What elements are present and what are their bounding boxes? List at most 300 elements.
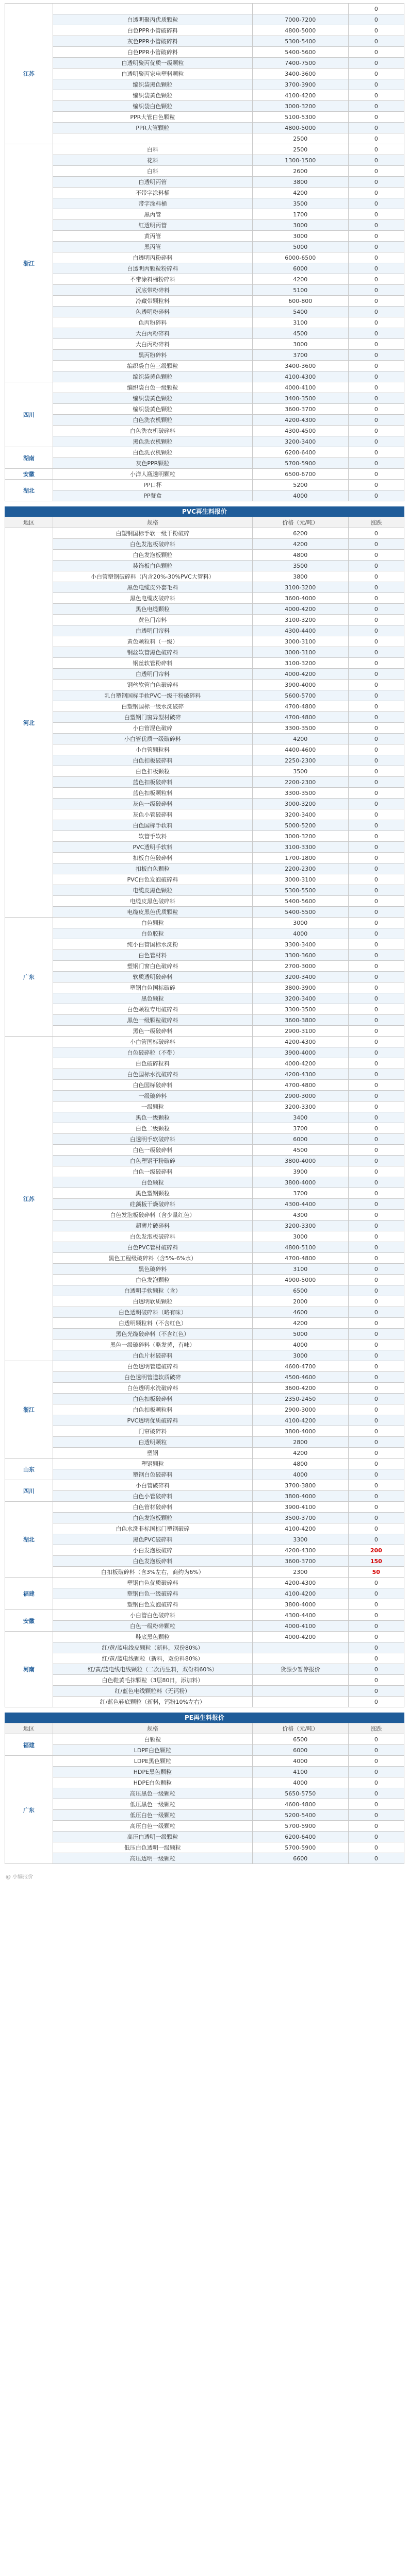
change-cell: 0 — [348, 415, 404, 426]
price-cell: 4700-4800 — [252, 1253, 348, 1264]
spec-cell: 白塑钢门窗异型材破碎 — [53, 712, 252, 723]
table-row — [5, 1567, 404, 1578]
spec-cell: 白色一级破碎料 — [53, 1166, 252, 1177]
change-cell: 0 — [348, 350, 404, 361]
price-cell: 2900-3100 — [252, 1026, 348, 1037]
table-row — [5, 404, 404, 415]
change-cell: 0 — [348, 404, 404, 415]
spec-cell: PVC透明优质破碎料 — [53, 1415, 252, 1426]
spec-cell: 白色透明管道软质破碎 — [53, 1372, 252, 1383]
spec-cell: 白色发泡板颗粒 — [53, 1513, 252, 1523]
table-row — [5, 1015, 404, 1026]
price-cell: 3600-4000 — [252, 593, 348, 604]
price-cell: 4200-4300 — [252, 1578, 348, 1588]
table-row — [5, 1491, 404, 1502]
spec-cell: 白透明丙管 — [53, 177, 252, 188]
spec-cell: 红/黄/蓝电线皮颗粒（新料，双份80%） — [53, 1642, 252, 1653]
spec-cell: 塑钢白色国标破碎 — [53, 982, 252, 993]
table-row — [5, 842, 404, 853]
spec-cell: 白色国标水洗破碎料 — [53, 1069, 252, 1080]
spec-cell: 色丙粉碎料 — [53, 317, 252, 328]
price-cell: 3000 — [252, 1350, 348, 1361]
table-row — [5, 1459, 404, 1469]
price-table — [5, 3, 404, 501]
change-cell: 0 — [348, 1253, 404, 1264]
change-cell: 0 — [348, 1123, 404, 1134]
price-cell: 3500 — [252, 561, 348, 571]
region-cell: 福建 — [5, 1734, 53, 1756]
table-row — [5, 777, 404, 788]
spec-cell: 黄丙管 — [53, 231, 252, 242]
table-row — [5, 1026, 404, 1037]
table-row — [5, 69, 404, 79]
spec-cell: 白色发泡板碎料 — [53, 1556, 252, 1567]
spec-cell: 白透明门帘料 — [53, 669, 252, 680]
change-cell: 0 — [348, 1842, 404, 1853]
spec-cell: 白透明颗粒料（不含红色） — [53, 1318, 252, 1329]
change-cell: 0 — [348, 1664, 404, 1675]
price-cell: 3900-4100 — [252, 1502, 348, 1513]
table-row — [5, 382, 404, 393]
spec-cell: 塑钢 — [53, 1448, 252, 1459]
table-row — [5, 469, 404, 480]
table-row — [5, 1788, 404, 1799]
change-cell: 0 — [348, 1799, 404, 1810]
region-cell: 福建 — [5, 1578, 53, 1610]
spec-cell: PVC透明手软料 — [53, 842, 252, 853]
spec-cell: 软质透明破碎料 — [53, 972, 252, 982]
spec-cell: 黑色洗衣机颗粒 — [53, 436, 252, 447]
table-row — [5, 571, 404, 582]
change-cell: 0 — [348, 1448, 404, 1459]
table-row — [5, 307, 404, 317]
price-cell: 4000 — [252, 490, 348, 501]
spec-cell: 白色扣板颗粒 — [53, 766, 252, 777]
region-cell: 浙江 — [5, 144, 53, 382]
price-cell: 5700-5900 — [252, 1821, 348, 1832]
change-cell: 0 — [348, 755, 404, 766]
spec-cell: 高压黑色一级颗粒 — [53, 1788, 252, 1799]
spec-cell: 带字涂料桶 — [53, 198, 252, 209]
price-cell: 5100 — [252, 285, 348, 296]
price-cell: 3800-4000 — [252, 1426, 348, 1437]
table-row — [5, 744, 404, 755]
table-row — [5, 1112, 404, 1123]
table-row — [5, 1404, 404, 1415]
region-cell: 湖北 — [5, 480, 53, 501]
change-cell: 0 — [348, 198, 404, 209]
spec-cell: 钢丝软管白色破碎料 — [53, 680, 252, 690]
price-cell: 6500-6700 — [252, 469, 348, 480]
table-header-row — [5, 517, 404, 528]
table-row — [5, 755, 404, 766]
table-row — [5, 1318, 404, 1329]
price-cell: 3100-3200 — [252, 582, 348, 593]
change-cell: 0 — [348, 1653, 404, 1664]
price-cell: 4000-4200 — [252, 1058, 348, 1069]
table-row — [5, 712, 404, 723]
price-cell: 3100-3300 — [252, 842, 348, 853]
spec-cell: 编织袋黄色颗粒 — [53, 90, 252, 101]
table-row — [5, 1047, 404, 1058]
table-row — [5, 680, 404, 690]
table-row — [5, 615, 404, 625]
change-cell: 0 — [348, 296, 404, 307]
change-cell: 0 — [348, 1091, 404, 1101]
table-row — [5, 982, 404, 993]
spec-cell: 白塑钢国标一级水洗破碎 — [53, 701, 252, 712]
table-row — [5, 1502, 404, 1513]
table-row — [5, 371, 404, 382]
table-row — [5, 155, 404, 166]
change-cell: 0 — [348, 480, 404, 490]
price-cell: 5000 — [252, 1329, 348, 1340]
table-row — [5, 1832, 404, 1842]
price-cell: 4000 — [252, 1469, 348, 1480]
change-cell: 0 — [348, 1415, 404, 1426]
change-cell: 0 — [348, 1788, 404, 1799]
change-cell: 0 — [348, 1264, 404, 1275]
change-cell: 0 — [348, 393, 404, 404]
table-row — [5, 458, 404, 469]
change-cell: 0 — [348, 490, 404, 501]
price-cell: 3700 — [252, 1123, 348, 1134]
table-row — [5, 1307, 404, 1318]
spec-cell: 红/蓝色鞋底颗粒（新料，钙粉10%左右） — [53, 1697, 252, 1707]
spec-cell: 不带涂料桶粉碎料 — [53, 274, 252, 285]
change-cell: 0 — [348, 1578, 404, 1588]
table-row — [5, 1664, 404, 1675]
table-row — [5, 950, 404, 961]
table-row — [5, 1329, 404, 1340]
change-cell: 0 — [348, 918, 404, 928]
change-cell: 0 — [348, 874, 404, 885]
spec-cell: 白色发泡板破碎料 — [53, 539, 252, 550]
price-cell: 4100-4200 — [252, 1588, 348, 1599]
spec-cell: 扣板白色破碎料 — [53, 853, 252, 863]
price-cell: 4500-4600 — [252, 1372, 348, 1383]
table-row — [5, 853, 404, 863]
spec-cell: 白色透明破碎料（略有味） — [53, 1307, 252, 1318]
change-cell: 0 — [348, 1491, 404, 1502]
price-cell — [252, 1697, 348, 1707]
change-cell: 0 — [348, 593, 404, 604]
table-row — [5, 723, 404, 734]
price-cell: 1700 — [252, 209, 348, 220]
spec-cell: 白色洗衣机颗粒 — [53, 447, 252, 458]
spec-cell: PP餐盒 — [53, 490, 252, 501]
spec-cell: 高压白透明一级颗粒 — [53, 1832, 252, 1842]
change-cell: 0 — [348, 1340, 404, 1350]
spec-cell: 一级颗粒 — [53, 1101, 252, 1112]
change-cell: 0 — [348, 1767, 404, 1777]
table-row — [5, 885, 404, 896]
region-cell: 山东 — [5, 1459, 53, 1480]
change-cell: 0 — [348, 47, 404, 58]
table-row — [5, 820, 404, 831]
change-cell: 0 — [348, 1156, 404, 1166]
change-cell: 0 — [348, 961, 404, 972]
spec-cell: 装饰板白色颗粒 — [53, 561, 252, 571]
table-row — [5, 550, 404, 561]
price-cell: 3300-3500 — [252, 788, 348, 799]
change-cell: 0 — [348, 209, 404, 220]
price-cell: 3400-3600 — [252, 69, 348, 79]
table-row — [5, 79, 404, 90]
spec-cell: 小洋人瓶透明颗粒 — [53, 469, 252, 480]
price-cell — [252, 1653, 348, 1664]
change-cell: 0 — [348, 1610, 404, 1621]
table-row — [5, 1285, 404, 1296]
table-row — [5, 1275, 404, 1285]
spec-cell: 黑色一级颗粒破碎料 — [53, 1015, 252, 1026]
header-region: 地区 — [5, 517, 53, 528]
table-row — [5, 647, 404, 658]
price-cell: 5200-5400 — [252, 1810, 348, 1821]
price-cell: 5000-5200 — [252, 820, 348, 831]
spec-cell: 白透明手软颗粒（含） — [53, 1285, 252, 1296]
price-section — [5, 506, 404, 1707]
spec-cell: 白色管材料 — [53, 950, 252, 961]
price-cell: 2600 — [252, 166, 348, 177]
table-row — [5, 766, 404, 777]
table-row — [5, 1166, 404, 1177]
spec-cell: 色透明粉碎料 — [53, 307, 252, 317]
spec-cell: 纯小白管国标水洗粉 — [53, 939, 252, 950]
change-cell: 0 — [348, 1188, 404, 1199]
change-cell: 0 — [348, 647, 404, 658]
table-row — [5, 539, 404, 550]
change-cell: 0 — [348, 1350, 404, 1361]
table-row — [5, 328, 404, 339]
spec-cell: 塑钢白色一级破碎料 — [53, 1588, 252, 1599]
change-cell: 0 — [348, 604, 404, 615]
table-row — [5, 1588, 404, 1599]
table-row — [5, 166, 404, 177]
change-cell: 0 — [348, 307, 404, 317]
price-cell: 4000 — [252, 1340, 348, 1350]
change-cell: 0 — [348, 1642, 404, 1653]
table-row — [5, 1621, 404, 1632]
table-row — [5, 1221, 404, 1231]
price-cell: 3800 — [252, 177, 348, 188]
price-cell: 5400-5600 — [252, 896, 348, 907]
change-cell: 0 — [348, 339, 404, 350]
change-cell: 0 — [348, 1675, 404, 1686]
spec-cell: 白色PPR小管破碎料 — [53, 25, 252, 36]
table-row — [5, 1675, 404, 1686]
price-cell: 6200-6400 — [252, 1832, 348, 1842]
change-cell: 0 — [348, 723, 404, 734]
change-cell: 0 — [348, 133, 404, 144]
price-cell: 6500 — [252, 1734, 348, 1745]
price-cell: 1700-1800 — [252, 853, 348, 863]
spec-cell: 编织袋黄色颗粒 — [53, 371, 252, 382]
region-cell: 河北 — [5, 528, 53, 918]
spec-cell: 红/蓝色电线颗粒料（无钙粉） — [53, 1686, 252, 1697]
price-cell: 2900-3000 — [252, 1091, 348, 1101]
table-row — [5, 528, 404, 539]
spec-cell: HDPE黑色颗粒 — [53, 1767, 252, 1777]
change-cell: 0 — [348, 658, 404, 669]
table-row — [5, 4, 404, 14]
spec-cell: 白色扣板破碎料 — [53, 1394, 252, 1404]
price-cell: 4000 — [252, 1756, 348, 1767]
spec-cell: 小白管优质一级破碎料 — [53, 734, 252, 744]
region-cell: 四川 — [5, 1480, 53, 1502]
spec-cell: 灰色PPR颗粒 — [53, 458, 252, 469]
table-row — [5, 25, 404, 36]
spec-cell: 沉底带粉碎料 — [53, 285, 252, 296]
price-cell: 3700-3800 — [252, 1480, 348, 1491]
header-spec: 规格 — [53, 517, 252, 528]
table-row — [5, 1101, 404, 1112]
price-cell: 3900 — [252, 1166, 348, 1177]
region-cell: 江苏 — [5, 1037, 53, 1361]
price-section — [5, 1713, 404, 1864]
price-cell — [252, 1642, 348, 1653]
spec-cell: 白色片材破碎料 — [53, 1350, 252, 1361]
price-cell: 5200 — [252, 480, 348, 490]
region-cell: 安徽 — [5, 469, 53, 480]
table-row — [5, 1777, 404, 1788]
price-cell: 5400-5600 — [252, 47, 348, 58]
change-cell: 0 — [348, 669, 404, 680]
change-cell: 0 — [348, 1026, 404, 1037]
spec-cell: 编织袋白色三级颗粒 — [53, 361, 252, 371]
change-cell: 0 — [348, 1069, 404, 1080]
price-cell: 2200-2300 — [252, 863, 348, 874]
price-cell: 3000-3200 — [252, 831, 348, 842]
table-row — [5, 1296, 404, 1307]
region-cell: 湖北 — [5, 1502, 53, 1578]
price-cell: 3600-3700 — [252, 404, 348, 415]
table-row — [5, 296, 404, 307]
spec-cell: 乳白塑钢国标手软PVC一级干粉破碎料 — [53, 690, 252, 701]
change-cell: 0 — [348, 625, 404, 636]
price-cell: 1300-1500 — [252, 155, 348, 166]
spec-cell: 白颗粒 — [53, 1734, 252, 1745]
change-cell: 0 — [348, 734, 404, 744]
price-cell: 3000 — [252, 339, 348, 350]
spec-cell: 白色发泡板破碎料 — [53, 1231, 252, 1242]
price-cell: 6200 — [252, 528, 348, 539]
spec-cell: 鞋底黑色颗粒 — [53, 1632, 252, 1642]
change-cell: 0 — [348, 382, 404, 393]
spec-cell: PPR大管白色颗粒 — [53, 112, 252, 123]
table-row — [5, 799, 404, 809]
price-cell: 6000-6500 — [252, 252, 348, 263]
spec-cell: 塑钢白色破碎料 — [53, 1469, 252, 1480]
table-row — [5, 1231, 404, 1242]
spec-cell: 电缆皮黑色破碎料 — [53, 896, 252, 907]
price-cell: 3600-3700 — [252, 1556, 348, 1567]
spec-cell: 白料 — [53, 144, 252, 155]
change-cell: 0 — [348, 777, 404, 788]
price-cell: 3500 — [252, 198, 348, 209]
table-row — [5, 339, 404, 350]
change-cell: 0 — [348, 1318, 404, 1329]
change-cell: 0 — [348, 1166, 404, 1177]
price-cell: 7400-7500 — [252, 58, 348, 69]
price-cell: 4200-4300 — [252, 415, 348, 426]
price-cell: 6500 — [252, 1285, 348, 1296]
price-cell: 3000-3100 — [252, 647, 348, 658]
change-cell: 150 — [348, 1556, 404, 1567]
spec-cell: 冷藏带颗粒料 — [53, 296, 252, 307]
change-cell: 0 — [348, 458, 404, 469]
spec-cell: 白透明门帘料 — [53, 625, 252, 636]
spec-cell: 白透明丙粉碎料 — [53, 252, 252, 263]
spec-cell: 黑色电缆皮破碎料 — [53, 593, 252, 604]
spec-cell: 白色发泡板破碎料（含少量红色） — [53, 1210, 252, 1221]
table-row — [5, 231, 404, 242]
price-cell: 3200-3400 — [252, 809, 348, 820]
spec-cell: 灰色PPR小管破碎料 — [53, 36, 252, 47]
table-row — [5, 14, 404, 25]
change-cell: 0 — [348, 1469, 404, 1480]
change-cell: 0 — [348, 469, 404, 480]
spec-cell: 黑丙管 — [53, 209, 252, 220]
table-row — [5, 993, 404, 1004]
section-title: PE再生料报价 — [5, 1713, 404, 1723]
price-cell: 2700-3000 — [252, 961, 348, 972]
table-row — [5, 1469, 404, 1480]
spec-cell: 编织袋白色一级颗粒 — [53, 382, 252, 393]
spec-cell: 白透明聚丙优质颗粒 — [53, 14, 252, 25]
table-row — [5, 209, 404, 220]
table-row — [5, 144, 404, 155]
table-row — [5, 831, 404, 842]
price-cell: 5300-5500 — [252, 885, 348, 896]
price-cell: 3300-3400 — [252, 939, 348, 950]
spec-cell: 黄色颗粒料（一级） — [53, 636, 252, 647]
price-cell: 3200-3300 — [252, 1221, 348, 1231]
table-row — [5, 1437, 404, 1448]
spec-cell: 编织袋白色颗粒 — [53, 101, 252, 112]
change-cell: 0 — [348, 123, 404, 133]
price-cell: 3200-3400 — [252, 972, 348, 982]
price-cell: 600-800 — [252, 296, 348, 307]
spec-cell: 蓝色扣板破碎料 — [53, 777, 252, 788]
price-cell: 3300-3500 — [252, 1004, 348, 1015]
spec-cell: 门帘破碎料 — [53, 1426, 252, 1437]
table-row — [5, 1556, 404, 1567]
spec-cell: 白透明颗粒 — [53, 1437, 252, 1448]
table-row — [5, 1534, 404, 1545]
change-cell: 0 — [348, 90, 404, 101]
price-cell: 5400-5500 — [252, 907, 348, 918]
change-cell: 200 — [348, 1545, 404, 1556]
price-cell: 3000 — [252, 1231, 348, 1242]
table-row — [5, 582, 404, 593]
table-row — [5, 112, 404, 123]
table-row — [5, 625, 404, 636]
price-cell: 3900-4000 — [252, 1047, 348, 1058]
table-row — [5, 658, 404, 669]
spec-cell: 编织袋黑色颗粒 — [53, 79, 252, 90]
change-cell: 0 — [348, 1210, 404, 1221]
change-cell: 0 — [348, 799, 404, 809]
spec-cell: 黑色一级破碎料（略发黄，有味） — [53, 1340, 252, 1350]
table-row — [5, 188, 404, 198]
spec-cell: 蓝色扣板颗粒料 — [53, 788, 252, 799]
price-cell: 4200-4300 — [252, 1037, 348, 1047]
table-row — [5, 788, 404, 799]
header-price: 价格（元/吨） — [252, 517, 348, 528]
price-cell: 4500 — [252, 328, 348, 339]
change-cell: 0 — [348, 928, 404, 939]
